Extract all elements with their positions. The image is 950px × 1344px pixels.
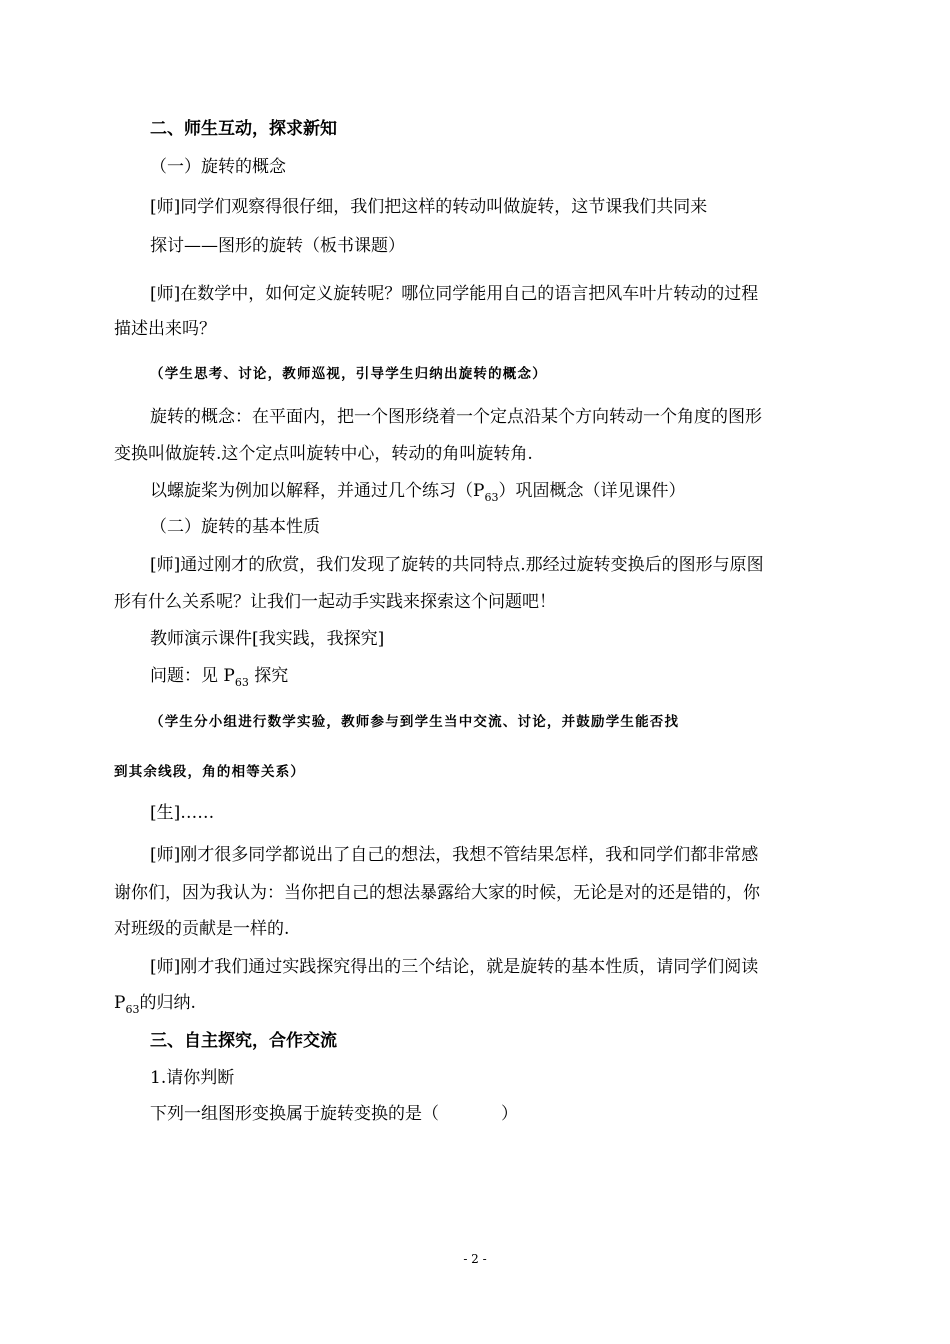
page-number: - 2 -	[463, 1252, 487, 1266]
example-line	[150, 480, 685, 509]
example-subscript: 63	[484, 491, 499, 504]
section-heading-2: 二、师生互动，探求新知	[150, 119, 337, 139]
activity-note-1: （学生思考、讨论，教师巡视，引导学生归纳出旋转的概念）	[150, 366, 547, 382]
section-heading-3: 三、自主探究，合作交流	[150, 1031, 337, 1051]
teacher-line-1a: [师]同学们观察得很仔细，我们把这样的转动叫做旋转，这节课我们共同来	[150, 197, 708, 217]
teacher-line-4c: 对班级的贡献是一样的.	[114, 919, 290, 939]
teacher-line-5b	[114, 992, 196, 1021]
example-text-post: ）巩固概念（详见课件）	[498, 481, 686, 501]
teacher-line-2a: [师]在数学中，如何定义旋转呢？哪位同学能用自己的语言把风车叶片转动的过程	[150, 284, 759, 304]
subheading-rotation-concept: （一）旋转的概念	[150, 157, 286, 177]
definition-line-1: 旋转的概念：在平面内，把一个图形绕着一个定点沿某个方向转动一个角度的图形	[150, 407, 762, 427]
teacher-line-5a: [师]刚才我们通过实践探究得出的三个结论，就是旋转的基本性质，请同学们阅读	[150, 957, 759, 977]
question-text-pre: 问题：见 P	[150, 666, 235, 686]
question-text-post: 探究	[248, 666, 289, 686]
exercise-question-post: ）	[501, 1104, 518, 1124]
exercise-question	[150, 1103, 518, 1125]
example-text-pre: 以螺旋桨为例加以解释，并通过几个练习（P	[150, 481, 485, 501]
teacher-line-3a: [师]通过刚才的欣赏，我们发现了旋转的共同特点.那经过旋转变换后的图形与原图	[150, 555, 764, 575]
teacher-line-1b: 探讨——图形的旋转（板书课题）	[150, 236, 405, 256]
subheading-rotation-properties: （二）旋转的基本性质	[150, 517, 320, 537]
activity-note-2b: 到其余线段，角的相等关系）	[114, 764, 306, 780]
reading-text-pre: P	[114, 993, 126, 1013]
student-line: [生]……	[150, 803, 215, 823]
teacher-line-2b: 描述出来吗？	[114, 319, 216, 339]
exercise-item-1: 1.请你判断	[150, 1068, 235, 1088]
reading-text-post: 的归纳.	[139, 993, 196, 1013]
activity-note-2a: （学生分小组进行数学实验，教师参与到学生当中交流、讨论，并鼓励学生能否找	[150, 714, 680, 730]
question-subscript: 63	[234, 676, 249, 689]
teacher-line-4b: 谢你们，因为我认为：当你把自己的想法暴露给大家的时候，无论是对的还是错的，你	[114, 883, 760, 903]
question-line	[150, 665, 288, 694]
exercise-question-pre: 下列一组图形变换属于旋转变换的是（	[150, 1104, 439, 1124]
teacher-line-4a: [师]刚才很多同学都说出了自己的想法，我想不管结果怎样，我和同学们都非常感	[150, 845, 759, 865]
definition-line-2: 变换叫做旋转.这个定点叫旋转中心，转动的角叫旋转角.	[114, 444, 533, 464]
teacher-line-3b: 形有什么关系呢？让我们一起动手实践来探索这个问题吧！	[114, 592, 556, 612]
demo-line: 教师演示课件[我实践，我探究]	[150, 629, 385, 649]
reading-subscript: 63	[125, 1003, 140, 1016]
